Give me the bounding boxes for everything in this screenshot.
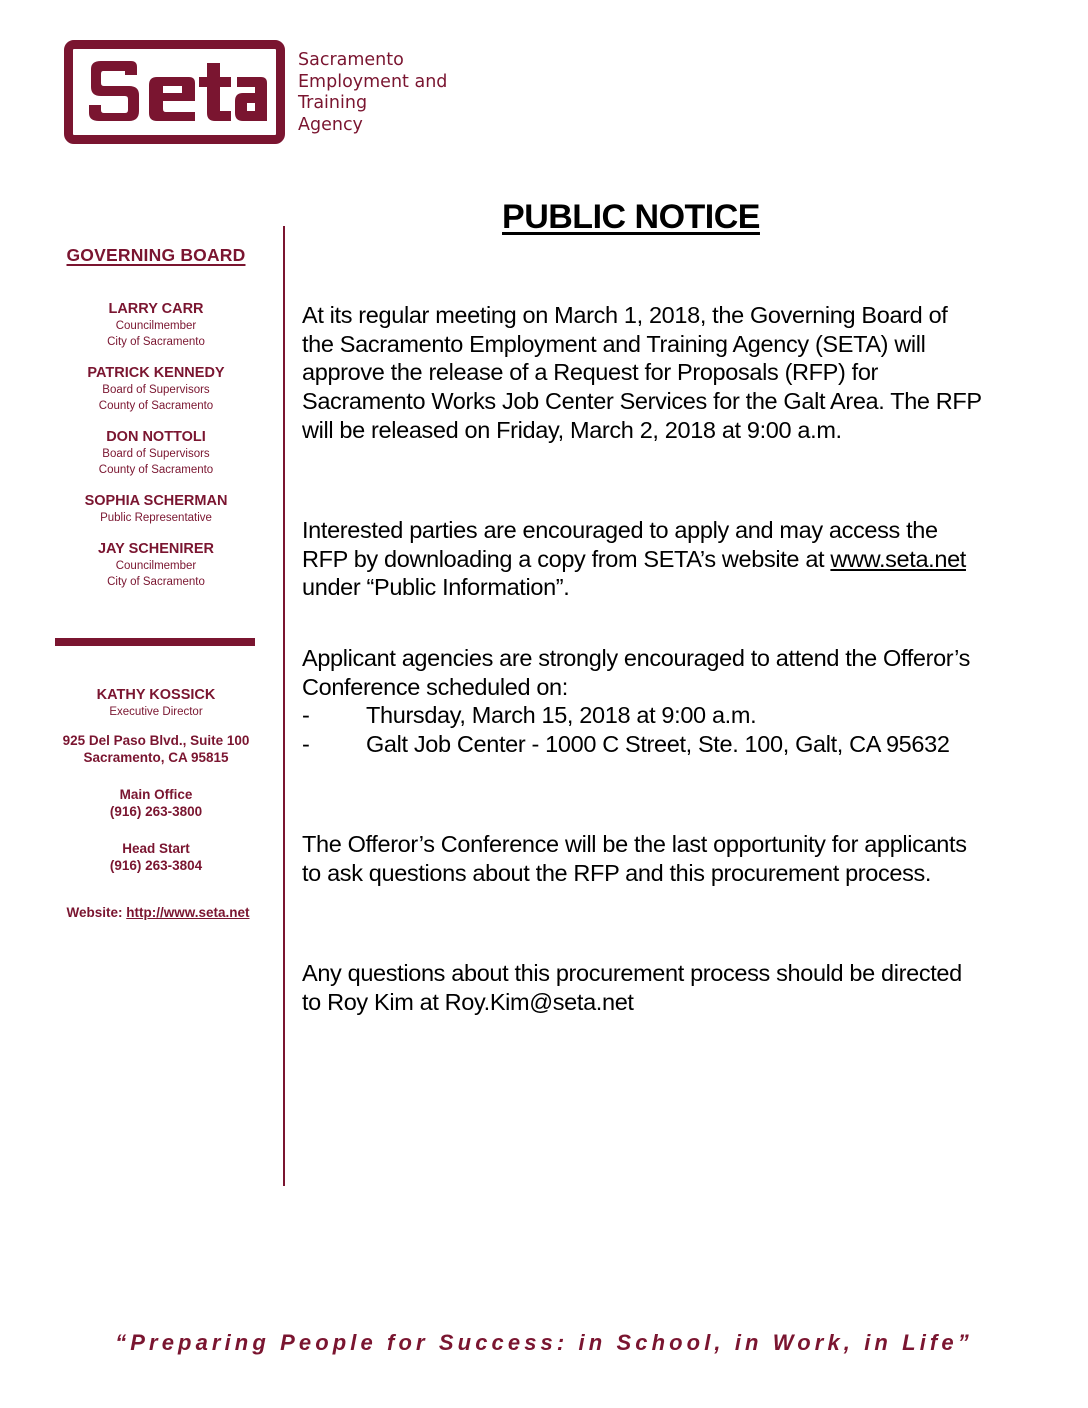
page-title [300,198,962,237]
paragraph-2-text: Interested parties are encouraged to apply and may access the RFP by downloading a copy from SETA’s website at [302,517,938,572]
conference-date: Thursday, March 15, 2018 at 9:00 a.m. [366,702,757,729]
board-member [46,492,266,526]
executive-director [46,686,266,720]
board-member [46,540,266,590]
website-label: Website: [66,905,123,920]
head-start-label: Head Start [122,841,190,856]
agency-name-line: Training [298,93,368,113]
member-role: Councilmember [115,560,197,572]
notice-paragraph-1: At its regular meeting on March 1, 2018, the Governing Board of the Sacramento Employment and Training Agency (SETA) will approve the release of a Request for Proposals (RFP) for Sacramento Works Job Center Services for the Galt Area. The RFP will be released on Friday, March 2, 2018 at 9:00 a.m. [302,302,982,443]
office-address [46,733,266,766]
agency-name-line: Sacramento [298,50,404,70]
paragraph-2-text-end: under “Public Information”. [302,574,570,601]
head-start-phone: (916) 263-3804 [109,857,203,873]
notice-paragraph-4: The Offeror’s Conference will be the last opportunity for applicants to ask questions about the RFP and this procurement process. [302,831,967,886]
head-start-contact [46,841,266,874]
member-jurisdiction: City of Sacramento [107,336,205,348]
main-office-contact [46,787,266,820]
member-name: LARRY CARR [108,301,204,317]
member-role: Councilmember [115,320,197,332]
member-name: DON NOTTOLI [106,429,206,445]
bullet-dash: - [302,702,310,729]
sidebar-vertical-divider [283,226,285,1186]
website-line [46,905,270,920]
main-office-label: Main Office [119,787,193,802]
board-member [46,364,266,414]
bullet-dash: - [302,731,310,758]
notice-paragraph-2 [302,516,982,602]
member-name: JAY SCHENIRER [97,541,215,557]
member-jurisdiction: City of Sacramento [107,576,205,588]
notice-paragraph-5: Any questions about this procurement process should be directed to Roy Kim at Roy.Kim@seta.net [302,960,962,1015]
website-link[interactable]: http://www.seta.net [126,905,250,920]
member-role: Board of Supervisors [102,448,210,460]
member-name: PATRICK KENNEDY [87,365,225,381]
board-member [46,300,266,350]
agency-name-line: Agency [298,114,363,135]
member-role: Public Representative [100,512,212,524]
footer-tagline: “Preparing People for Success: in School, in Work, in Life” [115,1330,973,1355]
executive-name: KATHY KOSSICK [96,687,216,703]
notice-paragraph-3 [302,644,982,759]
governing-board-heading: GOVERNING BOARD [66,245,246,265]
member-role: Board of Supervisors [102,384,210,396]
sidebar-divider [55,638,255,646]
conference-intro: Applicant agencies are strongly encouraged to attend the Offeror’s Conference scheduled on: [302,645,970,700]
public-notice-title: PUBLIC NOTICE [502,198,760,236]
conference-date-item [302,701,982,730]
logo-frame [64,40,285,144]
conference-location-item [302,730,982,759]
executive-title: Executive Director [109,706,203,718]
board-member [46,428,266,478]
address-line-1: 925 Del Paso Blvd., Suite 100 [62,733,250,748]
seta-website-link[interactable]: www.seta.net [830,545,966,572]
agency-name-block [298,50,447,136]
member-jurisdiction: County of Sacramento [98,400,214,412]
member-name: SOPHIA SCHERMAN [84,493,228,509]
seta-wordmark-icon [79,55,269,129]
member-jurisdiction: County of Sacramento [98,464,214,476]
agency-name-line: Employment and [298,71,448,92]
seta-logo [64,40,285,144]
address-line-2: Sacramento, CA 95815 [83,749,229,765]
main-office-phone: (916) 263-3800 [109,803,203,819]
conference-location: Galt Job Center - 1000 C Street, Ste. 100, Galt, CA 95632 [366,731,950,758]
